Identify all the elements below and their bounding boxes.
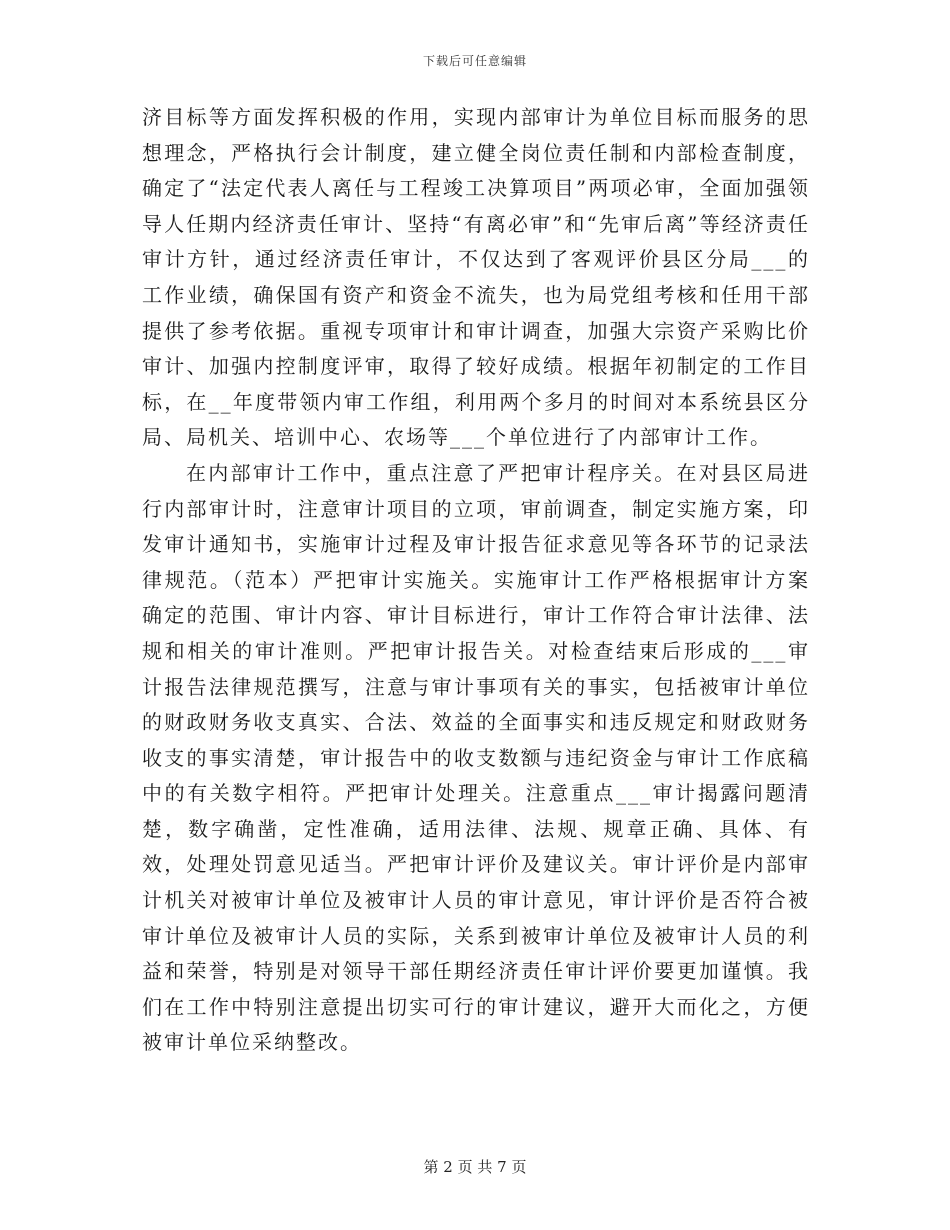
paragraph-continued: 济目标等方面发挥积极的作用，实现内部审计为单位目标而服务的思想理念，严格执行会计制度，建立健全岗位责任制和内部检查制度，确定了“法定代表人离任与工程竣工决算项目”两项必审，全面加强领导人任期内经济责任审计、坚持“有离必审”和“先审后离”等经济责任审计方针，通过经济责任审计，不仅达到了客观评价县区分局___的工作业绩，确保国有资产和资金不流失，也为局党组考核和任用干部提供了参考依据。重视专项审计和审计调查，加强大宗资产采购比价审计、加强内控制度评审，取得了较好成绩。根据年初制定的工作目标，在__年度带领内审工作组，利用两个多月的时间对本系统县区分局、局机关、培训中心、农场等___个单位进行了内部审计工作。	[142, 105, 810, 450]
paragraph-audit-procedures: 在内部审计工作中，重点注意了严把审计程序关。在对县区局进行内部审计时，注意审计项目的立项，审前调查，制定实施方案，印发审计通知书，实施审计过程及审计报告征求意见等各环节的记录法律规范。（范本）严把审计实施关。实施审计工作严格根据审计方案确定的范围、审计内容、审计目标进行，审计工作符合审计法律、法规和相关的审计准则。严把审计报告关。对检查结束后形成的___审计报告法律规范撰写，注意与审计事项有关的事实，包括被审计单位的财政财务收支真实、合法、效益的全面事实和违反规定和财政财务收支的事实清楚，审计报告中的收支数额与违纪资金与审计工作底稿中的有关数字相符。严把审计处理关。注意重点___审计揭露问题清楚，数字确凿，定性准确，适用法律、法规、规章正确、具体、有效，处理处罚意见适当。严把审计评价及建议关。审计评价是内部审计机关对被审计单位及被审计人员的审计意见，审计评价是否符合被审计单位及被审计人员的实际，关系到被审计单位及被审计人员的利益和荣誉，特别是对领导干部任期经济责任审计评价要更加谨慎。我们在工作中特别注意提出切实可行的审计建议，避开大而化之，方便被审计单位采纳整改。	[142, 460, 810, 1055]
page-header: 下载后可任意编辑	[422, 54, 527, 68]
page-number: 第 2 页 共 7 页	[423, 1158, 527, 1176]
document-body	[142, 100, 810, 1061]
